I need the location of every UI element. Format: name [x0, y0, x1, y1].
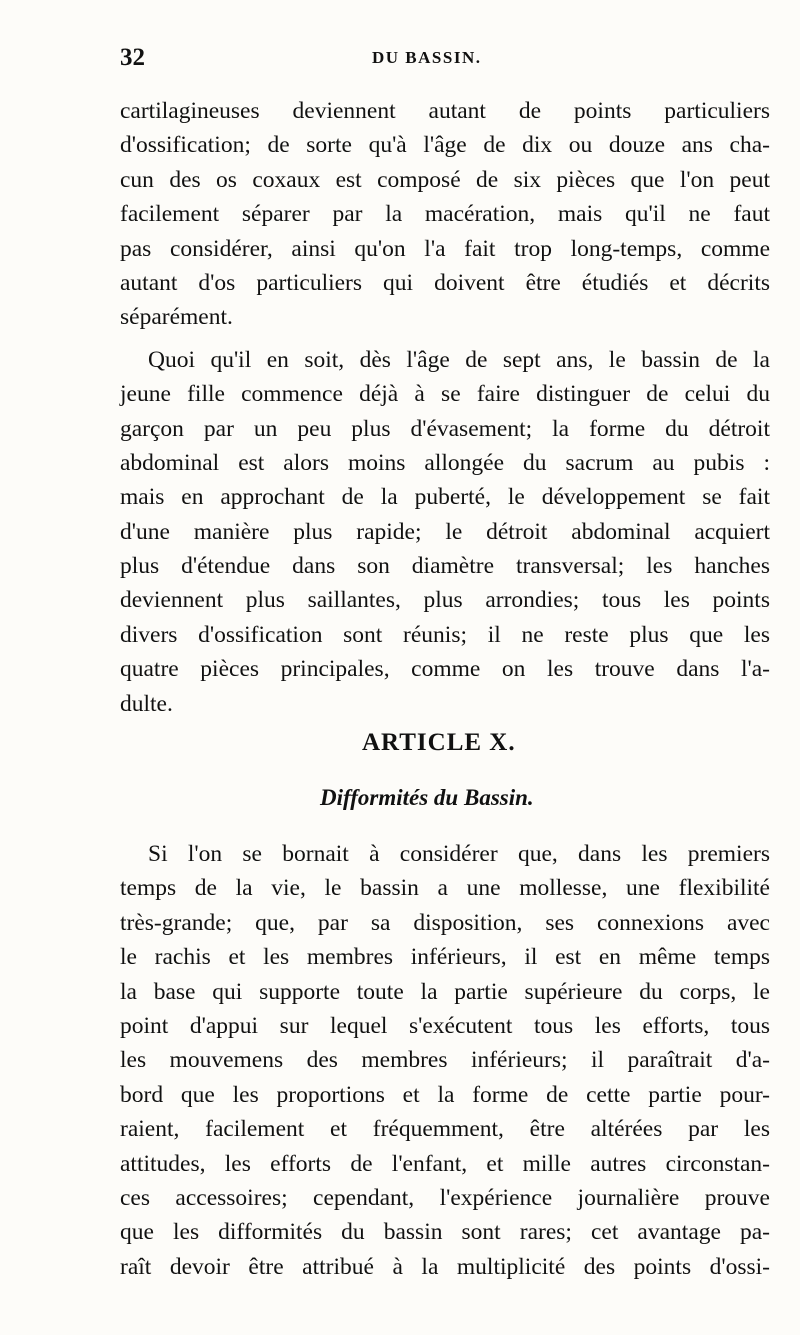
article-subheading: Difformités du Bassin. — [320, 785, 534, 811]
text-line: cun des os coxaux est composé de six pièces que l'on peut — [120, 166, 770, 193]
text-line: le rachis et les membres inférieurs, il est en même temps — [120, 944, 770, 971]
text-line: facilement séparer par la macération, mais qu'il ne faut — [120, 201, 770, 228]
text-line: les mouvemens des membres inférieurs; il paraîtrait d'a- — [120, 1047, 770, 1074]
article-heading: ARTICLE X. — [362, 729, 516, 757]
text-line: d'une manière plus rapide; le détroit abdominal acquiert — [120, 518, 770, 545]
paragraph-2 — [120, 343, 770, 721]
text-line: plus d'étendue dans son diamètre transversal; les hanches — [120, 553, 770, 580]
text-line: pas considérer, ainsi qu'on l'a fait trop long-temps, comme — [120, 235, 770, 262]
text-line: la base qui supporte toute la partie supérieure du corps, le — [120, 978, 770, 1005]
text-line: raît devoir être attribué à la multiplicité des points d'ossi- — [120, 1253, 770, 1280]
text-line: deviennent plus saillantes, plus arrondies; tous les points — [120, 587, 770, 614]
text-line: raient, facilement et fréquemment, être altérées par les — [120, 1116, 770, 1143]
text-line: ces accessoires; cependant, l'expérience journalière prouve — [120, 1184, 770, 1211]
text-line: dulte. — [120, 690, 173, 717]
text-line: bord que les proportions et la forme de cette partie pour- — [120, 1081, 770, 1108]
text-line: cartilagineuses deviennent autant de points particuliers — [120, 98, 770, 124]
text-line: attitudes, les efforts de l'enfant, et mille autres circonstan- — [120, 1150, 770, 1177]
text-line: d'ossification; de sorte qu'à l'âge de dix ou douze ans cha- — [120, 132, 770, 159]
text-line: très-grande; que, par sa disposition, ses connexions avec — [120, 909, 770, 936]
text-line: temps de la vie, le bassin a une mollesse, une flexibilité — [120, 875, 770, 902]
text-line: abdominal est alors moins allongée du sacrum au pubis : — [120, 449, 770, 476]
paragraph-3 — [120, 837, 770, 1284]
page-header — [120, 44, 770, 94]
text-line: divers d'ossification sont réunis; il ne reste plus que les — [120, 621, 770, 648]
text-line: séparément. — [120, 304, 233, 331]
running-head: DU BASSIN. — [372, 48, 482, 67]
paragraph-1 — [120, 94, 770, 335]
text-line: garçon par un peu plus d'évasement; la forme du détroit — [120, 415, 770, 442]
text-line: mais en approchant de la puberté, le développement se fait — [120, 484, 770, 511]
text-line: quatre pièces principales, comme on les trouve dans l'a- — [120, 656, 770, 683]
text-line: autant d'os particuliers qui doivent être étudiés et décrits — [120, 269, 770, 296]
text-line: point d'appui sur lequel s'exécutent tous les efforts, tous — [120, 1012, 770, 1039]
text-line: que les difformités du bassin sont rares; cet avantage pa- — [120, 1219, 770, 1246]
page-number: 32 — [120, 44, 145, 71]
text-line: Si l'on se bornait à considérer que, dans les premiers — [148, 841, 770, 868]
text-line: Quoi qu'il en soit, dès l'âge de sept ans, le bassin de la — [148, 346, 770, 373]
text-line: jeune fille commence déjà à se faire distinguer de celui du — [120, 381, 770, 408]
